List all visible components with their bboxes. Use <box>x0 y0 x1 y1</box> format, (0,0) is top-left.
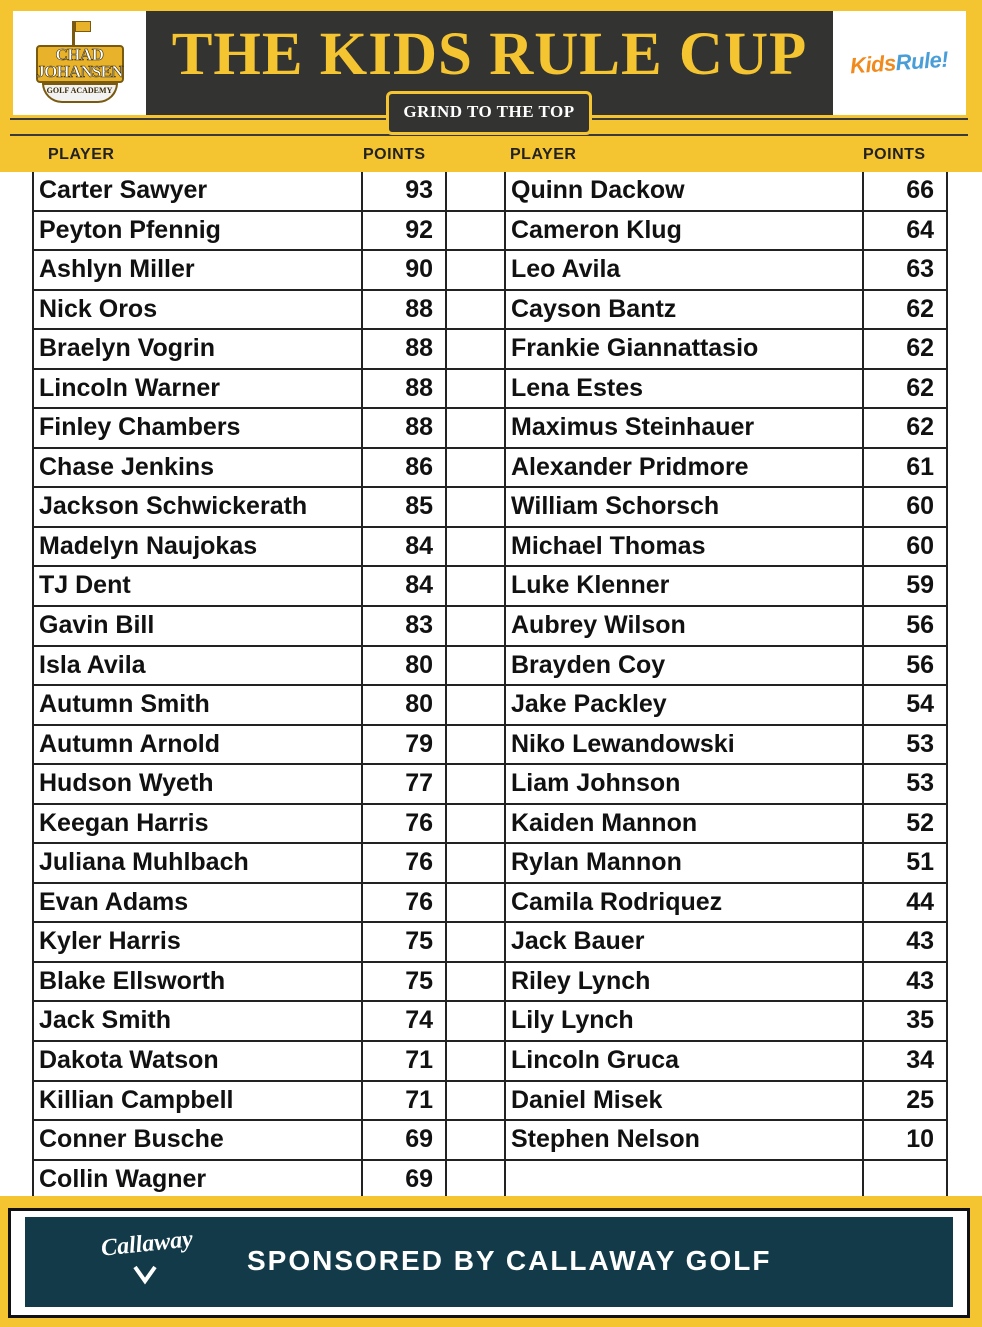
player-name: Niko Lewandowski <box>506 726 864 764</box>
player-name: Kyler Harris <box>34 923 363 961</box>
table-row <box>34 726 504 766</box>
player-name: Braelyn Vogrin <box>34 330 363 368</box>
table-row <box>34 567 504 607</box>
player-name: Brayden Coy <box>506 647 864 685</box>
player-name: Carter Sawyer <box>34 172 363 210</box>
player-points: 84 <box>363 567 447 605</box>
player-name: Luke Klenner <box>506 567 864 605</box>
player-points: 43 <box>906 927 934 956</box>
table-row <box>506 923 946 963</box>
table-row <box>506 488 946 528</box>
kids-rule-logo-part2: Rule! <box>895 46 950 76</box>
table-row <box>506 765 946 805</box>
table-row <box>506 805 946 845</box>
player-points: 76 <box>363 884 447 922</box>
table-spacer <box>447 1002 504 1040</box>
table-row <box>506 884 946 924</box>
table-spacer <box>447 963 504 1001</box>
table-row <box>506 330 946 370</box>
table-row <box>506 844 946 884</box>
table-spacer <box>447 409 504 447</box>
player-points: 88 <box>363 330 447 368</box>
player-points: 75 <box>363 923 447 961</box>
table-row <box>506 1042 946 1082</box>
player-points: 51 <box>906 848 934 877</box>
player-points: 60 <box>906 492 934 521</box>
player-points: 10 <box>906 1125 934 1154</box>
table-row <box>506 409 946 449</box>
player-points: 80 <box>363 686 447 724</box>
table-row <box>506 1082 946 1122</box>
player-name: Conner Busche <box>34 1121 363 1159</box>
header <box>0 0 982 172</box>
player-name: Jake Packley <box>506 686 864 724</box>
table-spacer <box>447 1121 504 1159</box>
table-spacer <box>447 923 504 961</box>
table-row <box>34 212 504 252</box>
player-points: 52 <box>906 808 934 837</box>
player-name: Frankie Giannattasio <box>506 330 864 368</box>
kids-rule-logo <box>833 11 966 115</box>
tagline-badge: GRIND TO THE TOP <box>386 91 592 135</box>
table-row <box>34 963 504 1003</box>
logo-line1: CHAD <box>55 45 104 64</box>
table-spacer <box>447 647 504 685</box>
player-points: 77 <box>363 765 447 803</box>
table-row <box>34 291 504 331</box>
table-spacer <box>447 567 504 605</box>
player-points: 62 <box>906 294 934 323</box>
left-player-header: PLAYER <box>48 146 115 163</box>
footer <box>0 1196 982 1327</box>
player-name: Madelyn Naujokas <box>34 528 363 566</box>
player-points: 83 <box>363 607 447 645</box>
table-row <box>34 1082 504 1122</box>
table-row <box>34 1121 504 1161</box>
player-name: Nick Oros <box>34 291 363 329</box>
table-spacer <box>447 488 504 526</box>
table-spacer <box>447 528 504 566</box>
chad-johansen-logo <box>13 11 146 115</box>
table-row <box>34 884 504 924</box>
player-name: Jackson Schwickerath <box>34 488 363 526</box>
player-points: 59 <box>906 571 934 600</box>
player-name: Leo Avila <box>506 251 864 289</box>
player-name: Riley Lynch <box>506 963 864 1001</box>
player-name: Collin Wagner <box>34 1161 363 1201</box>
player-points: 61 <box>906 452 934 481</box>
table-spacer <box>447 765 504 803</box>
player-name: Gavin Bill <box>34 607 363 645</box>
table-row <box>34 370 504 410</box>
table-row <box>506 686 946 726</box>
player-points: 62 <box>906 413 934 442</box>
player-name: Lincoln Gruca <box>506 1042 864 1080</box>
sponsor-banner <box>25 1217 953 1307</box>
table-row <box>506 251 946 291</box>
player-points: 53 <box>906 769 934 798</box>
table-row <box>506 449 946 489</box>
player-name: Autumn Arnold <box>34 726 363 764</box>
player-name: Evan Adams <box>34 884 363 922</box>
table-row <box>34 528 504 568</box>
golf-academy-shield-icon <box>28 19 132 107</box>
player-name: Stephen Nelson <box>506 1121 864 1159</box>
table-row <box>506 1002 946 1042</box>
table-spacer <box>447 1042 504 1080</box>
player-name: TJ Dent <box>34 567 363 605</box>
table-row <box>34 330 504 370</box>
player-name: Blake Ellsworth <box>34 963 363 1001</box>
player-points: 74 <box>363 1002 447 1040</box>
player-name: Quinn Dackow <box>506 172 864 210</box>
page-title: THE KIDS RULE CUP <box>171 21 808 88</box>
player-name: Alexander Pridmore <box>506 449 864 487</box>
flag-icon <box>72 21 88 47</box>
player-name: Daniel Misek <box>506 1082 864 1120</box>
player-name: Rylan Mannon <box>506 844 864 882</box>
table-spacer <box>447 330 504 368</box>
table-spacer <box>447 607 504 645</box>
player-name: Chase Jenkins <box>34 449 363 487</box>
table-row <box>34 409 504 449</box>
table-row <box>34 1161 504 1201</box>
table-spacer <box>447 172 504 210</box>
player-points <box>864 1161 946 1201</box>
player-points: 35 <box>906 1006 934 1035</box>
table-spacer <box>447 291 504 329</box>
table-row <box>506 963 946 1003</box>
logo-line3: GOLF ACADEMY <box>42 83 118 103</box>
player-points: 86 <box>363 449 447 487</box>
player-points: 64 <box>906 215 934 244</box>
player-points: 63 <box>906 255 934 284</box>
player-name: Michael Thomas <box>506 528 864 566</box>
player-name: Maximus Steinhauer <box>506 409 864 447</box>
sponsor-text: SPONSORED BY CALLAWAY GOLF <box>247 1245 772 1276</box>
player-points: 85 <box>363 488 447 526</box>
table-row <box>34 844 504 884</box>
player-points: 88 <box>363 370 447 408</box>
logo-line2: JOHANSEN <box>36 62 123 81</box>
table-row <box>34 449 504 489</box>
table-row <box>506 291 946 331</box>
callaway-logo <box>87 1226 207 1291</box>
table-spacer <box>447 370 504 408</box>
player-points: 62 <box>906 334 934 363</box>
player-points: 43 <box>906 966 934 995</box>
table-row <box>34 686 504 726</box>
player-name: Finley Chambers <box>34 409 363 447</box>
player-points: 92 <box>363 212 447 250</box>
player-name: William Schorsch <box>506 488 864 526</box>
player-points: 84 <box>363 528 447 566</box>
player-name: Autumn Smith <box>34 686 363 724</box>
player-name: Peyton Pfennig <box>34 212 363 250</box>
table-spacer <box>447 449 504 487</box>
player-points: 76 <box>363 844 447 882</box>
player-points: 79 <box>363 726 447 764</box>
chevron-icon <box>131 1261 159 1289</box>
title-bar <box>146 11 833 121</box>
right-player-header: PLAYER <box>510 146 577 163</box>
player-name: Jack Smith <box>34 1002 363 1040</box>
player-points: 90 <box>363 251 447 289</box>
player-name <box>506 1161 864 1201</box>
table-spacer <box>447 726 504 764</box>
player-name: Lena Estes <box>506 370 864 408</box>
player-points: 88 <box>363 409 447 447</box>
table-spacer <box>447 251 504 289</box>
table-spacer <box>447 1161 504 1201</box>
table-row <box>34 765 504 805</box>
table-spacer <box>447 844 504 882</box>
table-spacer <box>447 805 504 843</box>
player-points: 56 <box>906 650 934 679</box>
left-points-header: POINTS <box>363 146 426 163</box>
player-name: Lincoln Warner <box>34 370 363 408</box>
player-points: 88 <box>363 291 447 329</box>
table-spacer <box>447 686 504 724</box>
table-row <box>506 212 946 252</box>
table-row <box>34 805 504 845</box>
player-name: Cameron Klug <box>506 212 864 250</box>
player-points: 62 <box>906 373 934 402</box>
player-points: 76 <box>363 805 447 843</box>
right-points-header: POINTS <box>863 146 926 163</box>
player-points: 56 <box>906 611 934 640</box>
player-name: Keegan Harris <box>34 805 363 843</box>
player-name: Ashlyn Miller <box>34 251 363 289</box>
table-row <box>34 1042 504 1082</box>
callaway-wordmark: Callaway <box>99 1226 195 1262</box>
table-row <box>506 607 946 647</box>
player-name: Juliana Muhlbach <box>34 844 363 882</box>
table-row <box>506 1161 946 1201</box>
table-spacer <box>447 212 504 250</box>
player-name: Jack Bauer <box>506 923 864 961</box>
player-points: 69 <box>363 1161 447 1201</box>
table-row <box>34 647 504 687</box>
table-row <box>506 726 946 766</box>
table-spacer <box>447 884 504 922</box>
player-points: 44 <box>906 887 934 916</box>
player-name: Cayson Bantz <box>506 291 864 329</box>
table-row <box>506 172 946 212</box>
table-row <box>34 607 504 647</box>
player-points: 34 <box>906 1046 934 1075</box>
player-points: 25 <box>906 1085 934 1114</box>
standings-table-right <box>504 172 948 1200</box>
player-points: 60 <box>906 531 934 560</box>
player-points: 75 <box>363 963 447 1001</box>
table-row <box>506 647 946 687</box>
table-row <box>34 923 504 963</box>
table-row <box>506 567 946 607</box>
player-points: 71 <box>363 1042 447 1080</box>
player-points: 93 <box>363 172 447 210</box>
table-row <box>34 172 504 212</box>
standings-table-left <box>32 172 506 1200</box>
player-name: Aubrey Wilson <box>506 607 864 645</box>
player-name: Isla Avila <box>34 647 363 685</box>
player-name: Lily Lynch <box>506 1002 864 1040</box>
player-points: 54 <box>906 690 934 719</box>
kids-rule-logo-part1: Kids <box>849 50 897 79</box>
table-row <box>506 1121 946 1161</box>
player-points: 53 <box>906 729 934 758</box>
player-points: 69 <box>363 1121 447 1159</box>
table-spacer <box>447 1082 504 1120</box>
player-name: Dakota Watson <box>34 1042 363 1080</box>
player-name: Camila Rodriquez <box>506 884 864 922</box>
player-name: Liam Johnson <box>506 765 864 803</box>
table-row <box>34 488 504 528</box>
player-name: Kaiden Mannon <box>506 805 864 843</box>
table-row <box>34 251 504 291</box>
player-name: Killian Campbell <box>34 1082 363 1120</box>
table-row <box>506 370 946 410</box>
player-points: 80 <box>363 647 447 685</box>
table-row <box>506 528 946 568</box>
player-points: 66 <box>906 176 934 204</box>
table-row <box>34 1002 504 1042</box>
player-points: 71 <box>363 1082 447 1120</box>
player-name: Hudson Wyeth <box>34 765 363 803</box>
